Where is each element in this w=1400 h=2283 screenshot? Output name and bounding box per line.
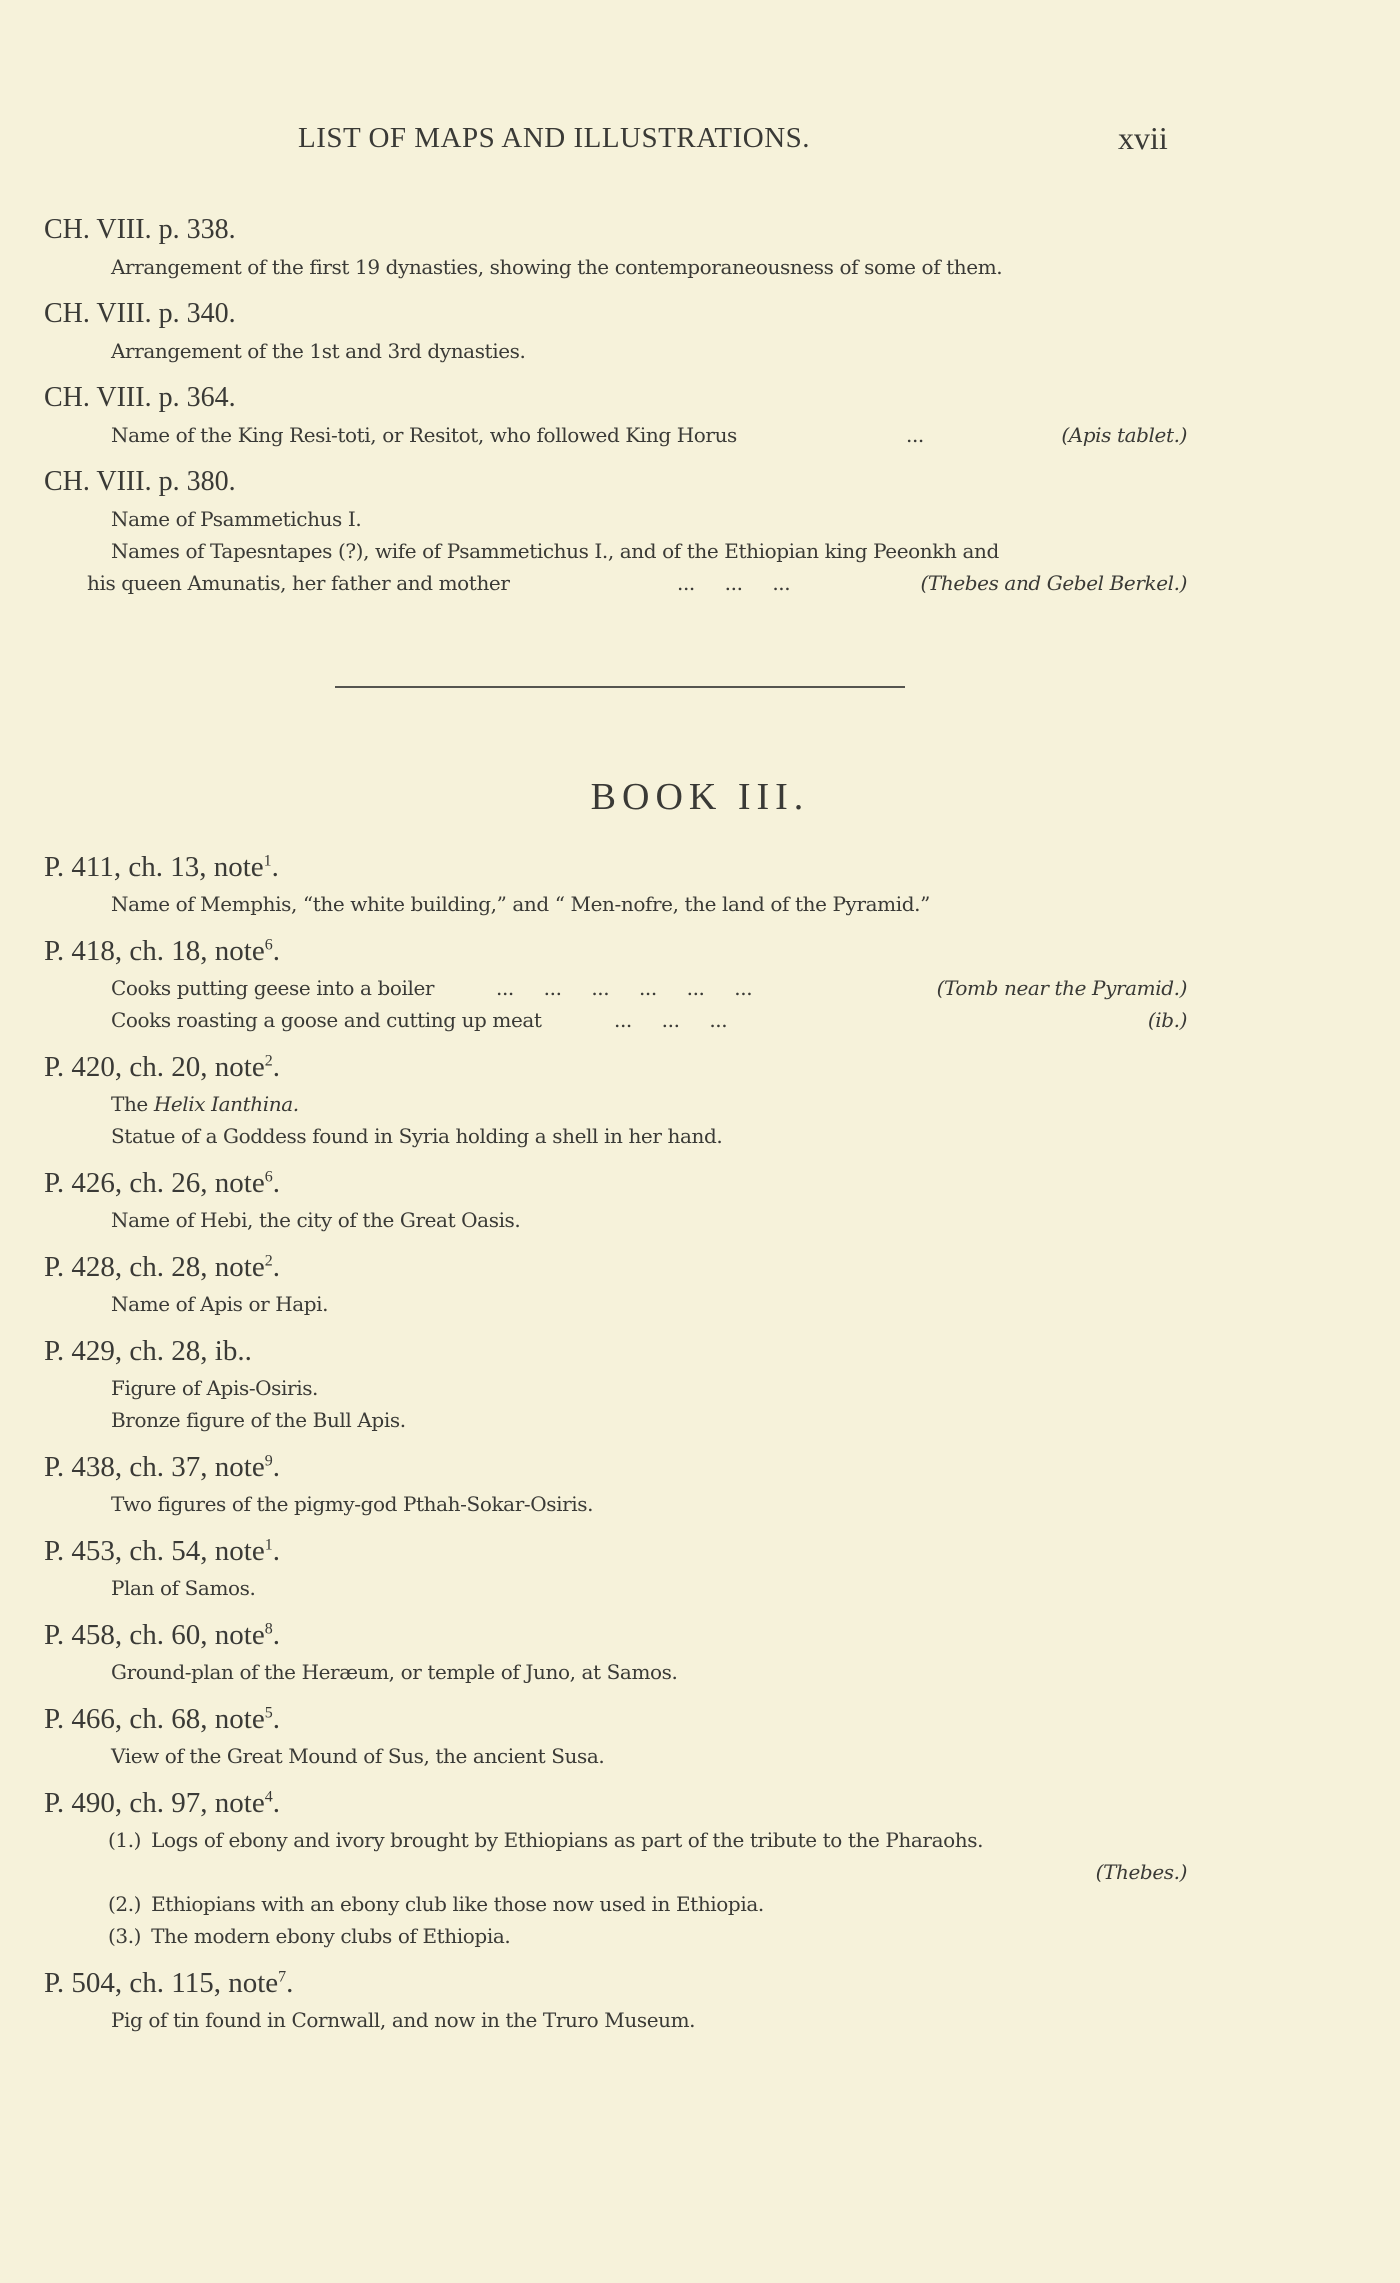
entry-heading — [44, 1446, 1187, 1488]
entry-heading-text: P. 453, ch. 54, note — [44, 1535, 265, 1567]
entry-heading — [44, 209, 1187, 251]
item-text: Name of Hebi, the city of the Great Oasis. — [111, 1208, 521, 1232]
heading-period: . — [272, 1251, 280, 1283]
entry-heading-text: P. 504, ch. 115, note — [44, 1967, 279, 1999]
book-iii-list — [44, 846, 1187, 2046]
item-text: Name of Apis or Hapi. — [111, 1292, 329, 1316]
book-title: BOOK III. — [590, 776, 810, 818]
illustration-item — [44, 1656, 1187, 1688]
illustration-item — [44, 1920, 1187, 1952]
item-text: View of the Great Mound of Sus, the ancient Susa. — [111, 1744, 605, 1768]
note-number: 5 — [264, 1704, 273, 1722]
illustration-item — [44, 251, 1187, 283]
heading-period: . — [272, 1451, 280, 1483]
entry-heading-text: P. 466, ch. 68, note — [44, 1703, 265, 1735]
item-text: Cooks roasting a goose and cutting up meat — [111, 1008, 542, 1032]
illustration-item — [44, 888, 1187, 920]
source-location: (Thebes.) — [1095, 1860, 1187, 1884]
note-number: 6 — [264, 936, 273, 954]
note-number: 1 — [263, 852, 272, 870]
entry-heading-text: P. 429, ch. 28, ib. — [44, 1335, 245, 1367]
item-text: The Helix Ianthina. — [111, 1092, 299, 1116]
entry-heading-text: P. 490, ch. 97, note — [44, 1787, 265, 1819]
item-text: Cooks putting geese into a boiler — [111, 976, 435, 1000]
entry-heading — [44, 1330, 1187, 1372]
entry-heading — [44, 930, 1187, 972]
illustration-item — [44, 1204, 1187, 1236]
heading-period: . — [244, 1335, 252, 1367]
item-number: (1.) — [108, 1828, 142, 1852]
illustration-item — [44, 1404, 1187, 1436]
page-number: xvii — [1118, 120, 1168, 156]
illustration-item — [44, 1088, 1187, 1120]
item-text: Logs of ebony and ivory brought by Ethiopians as part of the tribute to the Pharaohs. — [151, 1828, 984, 1852]
illustration-item — [44, 1856, 1187, 1888]
leader-dots: ... ... ... — [614, 1008, 728, 1032]
note-number: 1 — [264, 1536, 273, 1554]
entry-heading-text: P. 426, ch. 26, note — [44, 1167, 265, 1199]
note-number: 8 — [264, 1620, 273, 1638]
entry-heading-text: CH. VIII. p. 380. — [44, 466, 236, 497]
leader-dots: ... — [906, 423, 924, 447]
illustration-item — [44, 972, 1187, 1004]
leader-dots: ... ... ... — [677, 571, 791, 595]
entry-heading-text: P. 411, ch. 13, note — [44, 851, 264, 883]
item-text: Bronze figure of the Bull Apis. — [111, 1408, 406, 1432]
source-location: (ib.) — [1147, 1008, 1187, 1032]
item-text: Statue of a Goddess found in Syria holding a shell in her hand. — [111, 1124, 723, 1148]
entry-heading-text: P. 428, ch. 28, note — [44, 1251, 265, 1283]
item-text: his queen Amunatis, her father and mother — [87, 571, 510, 595]
entry-heading-text: CH. VIII. p. 338. — [44, 214, 236, 245]
heading-period: . — [272, 1051, 280, 1083]
page-header-title: LIST OF MAPS AND ILLUSTRATIONS. — [298, 122, 811, 154]
heading-period: . — [272, 1167, 280, 1199]
note-number: 2 — [264, 1052, 273, 1070]
entry-heading — [44, 1698, 1187, 1740]
illustration-item — [44, 1572, 1187, 1604]
item-text: The modern ebony clubs of Ethiopia. — [151, 1924, 511, 1948]
illustration-item — [44, 567, 1187, 599]
note-number: 7 — [278, 1968, 287, 1986]
heading-period: . — [272, 1535, 280, 1567]
illustration-item — [44, 1888, 1187, 1920]
item-number: (2.) — [108, 1892, 142, 1916]
entry-heading-text: P. 418, ch. 18, note — [44, 935, 265, 967]
illustration-item — [44, 1288, 1187, 1320]
note-number: 4 — [264, 1788, 273, 1806]
entry-heading-text: CH. VIII. p. 340. — [44, 298, 236, 329]
heading-period: . — [286, 1967, 294, 1999]
illustration-item — [44, 2004, 1187, 2036]
illustration-item — [44, 1488, 1187, 1520]
heading-period: . — [272, 935, 280, 967]
source-location: (Apis tablet.) — [1061, 423, 1187, 447]
entry-heading — [44, 461, 1187, 503]
entry-heading — [44, 1782, 1187, 1824]
entry-heading-text: CH. VIII. p. 364. — [44, 382, 236, 413]
section-divider — [335, 686, 905, 688]
item-text: Names of Tapesntapes (?), wife of Psammetichus I., and of the Ethiopian king Peeonkh and — [111, 539, 999, 563]
illustration-item — [44, 419, 1187, 451]
illustration-item — [44, 1824, 1187, 1856]
heading-period: . — [272, 1787, 280, 1819]
entry-heading — [44, 1246, 1187, 1288]
illustration-item — [44, 1740, 1187, 1772]
note-number: 6 — [264, 1168, 273, 1186]
heading-period: . — [272, 1619, 280, 1651]
item-text: Arrangement of the 1st and 3rd dynasties. — [111, 339, 526, 363]
illustration-item — [44, 503, 1187, 535]
entry-heading — [44, 293, 1187, 335]
source-location: (Tomb near the Pyramid.) — [936, 976, 1187, 1000]
illustration-item — [44, 335, 1187, 367]
item-text: Ethiopians with an ebony club like those now used in Ethiopia. — [151, 1892, 764, 1916]
entry-heading — [44, 1614, 1187, 1656]
item-text: Name of Memphis, “the white building,” and “ Men-nofre, the land of the Pyramid.” — [111, 892, 930, 916]
leader-dots: ... ... ... ... ... ... — [496, 976, 753, 1000]
illustration-item — [44, 1004, 1187, 1036]
item-number: (3.) — [108, 1924, 142, 1948]
heading-period: . — [272, 1703, 280, 1735]
item-text: Pig of tin found in Cornwall, and now in the Truro Museum. — [111, 2008, 696, 2032]
item-text: Arrangement of the first 19 dynasties, showing the contemporaneousness of some of them. — [111, 255, 1003, 279]
entry-heading — [44, 1530, 1187, 1572]
heading-period: . — [271, 851, 279, 883]
entry-heading-text: P. 458, ch. 60, note — [44, 1619, 265, 1651]
entry-heading — [44, 377, 1187, 419]
book-ii-list — [44, 209, 1187, 609]
entry-heading — [44, 1046, 1187, 1088]
item-text: Name of the King Resi-toti, or Resitot, who followed King Horus — [111, 423, 737, 447]
entry-heading-text: P. 438, ch. 37, note — [44, 1451, 265, 1483]
item-text: Name of Psammetichus I. — [111, 507, 362, 531]
illustration-item — [44, 1120, 1187, 1152]
source-location: (Thebes and Gebel Berkel.) — [920, 571, 1187, 595]
illustration-item — [44, 535, 1187, 567]
entry-heading — [44, 1962, 1187, 2004]
item-text: Figure of Apis-Osiris. — [111, 1376, 319, 1400]
entry-heading-text: P. 420, ch. 20, note — [44, 1051, 265, 1083]
item-text: Ground-plan of the Heræum, or temple of Juno, at Samos. — [111, 1660, 678, 1684]
entry-heading — [44, 846, 1187, 888]
item-text: Two figures of the pigmy-god Pthah-Sokar-Osiris. — [111, 1492, 594, 1516]
item-text: Plan of Samos. — [111, 1576, 256, 1600]
note-number: 9 — [264, 1452, 273, 1470]
running-header — [0, 122, 1400, 162]
illustration-item — [44, 1372, 1187, 1404]
entry-heading — [44, 1162, 1187, 1204]
note-number: 2 — [264, 1252, 273, 1270]
